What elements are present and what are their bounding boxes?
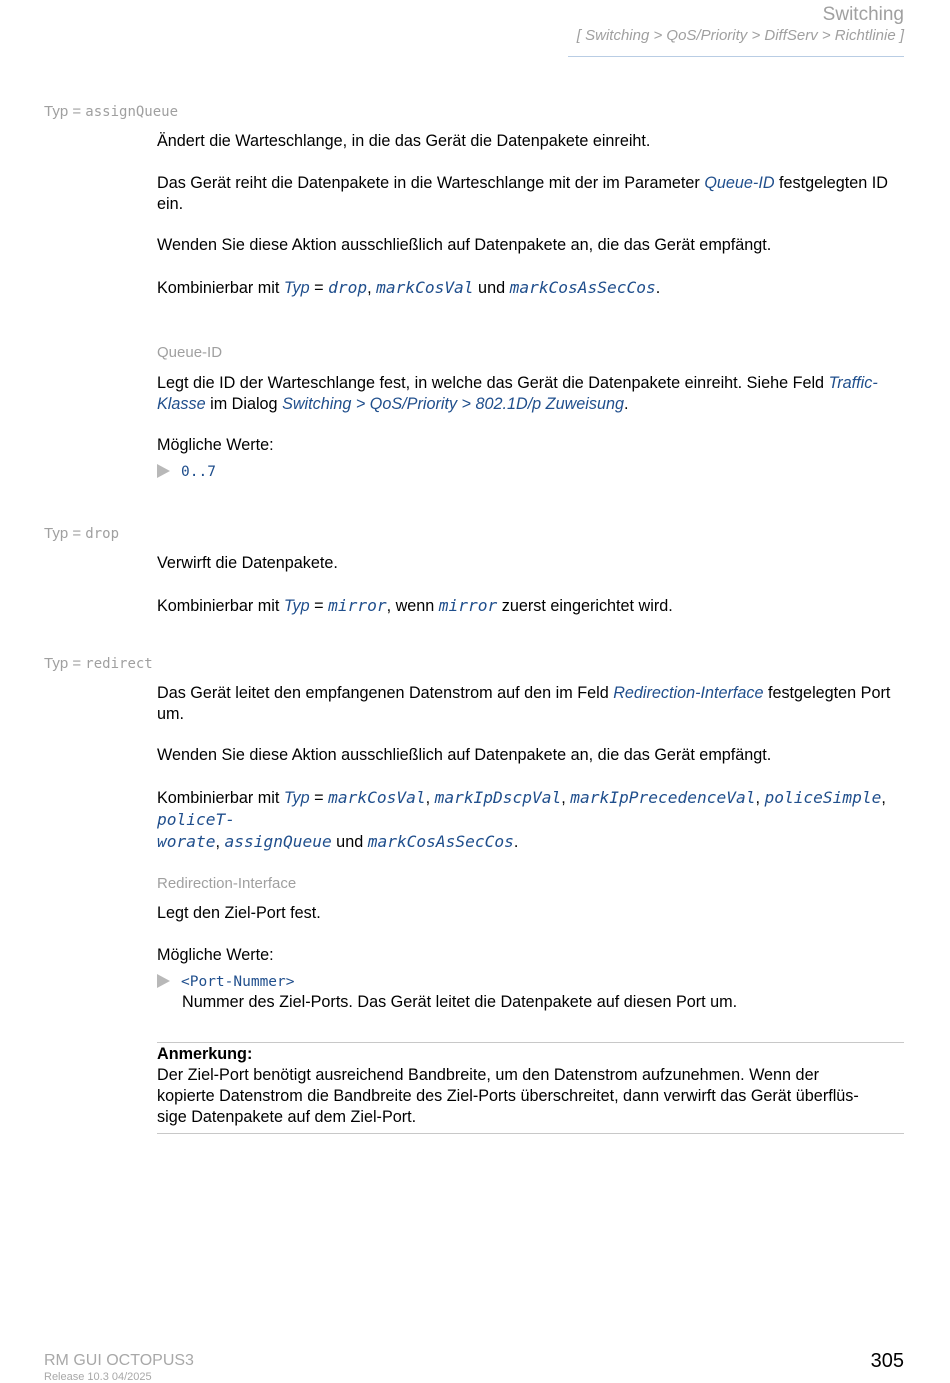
heading-value: assignQueue xyxy=(85,104,179,120)
value-link-mirror[interactable]: mirror xyxy=(328,596,387,615)
value-link-markcosval[interactable]: markCosVal xyxy=(328,788,426,807)
values-label: Mögliche Werte: xyxy=(157,436,274,454)
text: . xyxy=(513,833,519,851)
value-link-drop[interactable]: drop xyxy=(328,278,368,297)
text: , xyxy=(215,833,225,851)
footer-release: Release 10.3 04/2025 xyxy=(44,1371,152,1383)
value-link-markipprecedenceval[interactable]: markIpPrecedenceVal xyxy=(570,788,756,807)
text: Das Gerät reiht die Datenpakete in die Warteschlange mit der im Parameter xyxy=(157,174,705,192)
text: . xyxy=(655,279,661,297)
value-link-policetworate[interactable]: worate xyxy=(157,832,216,851)
note-line: Der Ziel-Port benötigt ausreichend Bandbreite, um den Datenstrom aufzunehmen. Wenn der xyxy=(157,1066,819,1084)
queue-id-link[interactable]: Queue-ID xyxy=(704,174,775,192)
heading-label: Typ xyxy=(44,525,69,542)
heading-eq: = xyxy=(68,655,86,672)
value-port-number: <Port-Nummer> xyxy=(181,974,295,990)
typ-link[interactable]: Typ xyxy=(283,279,310,297)
text: im Dialog xyxy=(205,395,283,413)
note-title: Anmerkung: xyxy=(157,1045,253,1063)
header-divider xyxy=(568,56,904,57)
value-list-item xyxy=(157,971,295,993)
text: = xyxy=(309,279,329,297)
value-link-markcosassec[interactable]: markCosAsSecCos xyxy=(509,278,656,297)
combinable-line xyxy=(157,277,907,299)
text: festgelegten ID ein. xyxy=(157,174,888,213)
subheading-queue-id: Queue-ID xyxy=(157,344,223,361)
value-list-item xyxy=(157,461,216,483)
heading-value: redirect xyxy=(85,656,153,672)
value-description: Nummer des Ziel-Ports. Das Gerät leitet die Datenpakete auf diesen Port um. xyxy=(182,993,738,1011)
note-bottom-rule xyxy=(157,1133,904,1134)
text: Das Gerät leitet den empfangenen Datenstrom auf den im Feld xyxy=(157,684,614,702)
text: , xyxy=(561,789,571,807)
values-label: Mögliche Werte: xyxy=(157,946,274,964)
section-heading-drop xyxy=(44,525,119,542)
value-link-assignqueue[interactable]: assignQueue xyxy=(224,832,332,851)
section-heading-assignqueue xyxy=(44,103,178,120)
section-heading-redirect xyxy=(44,655,153,672)
text: festgelegten Port um. xyxy=(157,684,891,723)
text: und xyxy=(473,279,510,297)
paragraph xyxy=(157,373,907,415)
value-link-mirror[interactable]: mirror xyxy=(438,596,498,615)
combinable-line xyxy=(157,787,907,853)
text: . xyxy=(623,395,629,413)
paragraph: Wenden Sie diese Aktion ausschließlich auf Datenpakete an, die das Gerät empfängt. xyxy=(157,746,772,764)
text: = xyxy=(309,597,329,615)
text: Legt die ID der Warteschlange fest, in welche das Gerät die Datenpakete einreiht. Siehe Feld xyxy=(157,374,829,392)
heading-label: Typ xyxy=(44,655,69,672)
heading-eq: = xyxy=(68,525,86,542)
triangle-bullet-icon xyxy=(157,464,170,478)
typ-link[interactable]: Typ xyxy=(283,789,310,807)
paragraph: Verwirft die Datenpakete. xyxy=(157,554,338,572)
paragraph: Ändert die Warteschlange, in die das Gerät die Datenpakete einreiht. xyxy=(157,132,651,150)
triangle-bullet-icon xyxy=(157,974,170,988)
text: , xyxy=(367,279,377,297)
page-header-title: Switching xyxy=(822,4,904,25)
breadcrumb: [ Switching > QoS/Priority > DiffServ > Richtlinie ] xyxy=(576,27,904,44)
value-range: 0..7 xyxy=(181,464,216,480)
traffic-klasse-link[interactable]: Traffic-Klasse xyxy=(157,374,878,413)
text: Kombinierbar mit xyxy=(157,279,284,297)
combinable-line xyxy=(157,595,907,617)
text: , wenn xyxy=(386,597,439,615)
redirection-interface-link[interactable]: Redirection-Interface xyxy=(613,684,764,702)
text: zuerst eingerichtet wird. xyxy=(497,597,673,615)
value-link-markcosassec[interactable]: markCosAsSecCos xyxy=(367,832,514,851)
text: , xyxy=(881,789,886,807)
text: , xyxy=(755,789,765,807)
dialog-path-link[interactable]: Switching > QoS/Priority > 802.1D/p Zuweisung xyxy=(282,395,624,413)
value-link-policesimple[interactable]: policeSimple xyxy=(764,788,882,807)
note-top-rule xyxy=(157,1042,904,1043)
value-link-markipdscpval[interactable]: markIpDscpVal xyxy=(434,788,562,807)
text: Kombinierbar mit xyxy=(157,789,284,807)
text: und xyxy=(331,833,368,851)
typ-link[interactable]: Typ xyxy=(283,597,310,615)
text: = xyxy=(309,789,329,807)
value-link-policetworate[interactable]: policeT- xyxy=(157,810,235,829)
heading-value: drop xyxy=(85,526,120,542)
text: , xyxy=(425,789,435,807)
paragraph: Legt den Ziel-Port fest. xyxy=(157,904,321,922)
footer-product: RM GUI OCTOPUS3 xyxy=(44,1352,194,1369)
note-line: sige Datenpakete auf dem Ziel-Port. xyxy=(157,1108,417,1126)
value-link-markcosval[interactable]: markCosVal xyxy=(376,278,474,297)
heading-label: Typ xyxy=(44,103,69,120)
paragraph xyxy=(157,173,907,215)
note-text xyxy=(157,1065,907,1128)
paragraph xyxy=(157,683,907,725)
page-number: 305 xyxy=(870,1350,904,1372)
text: Kombinierbar mit xyxy=(157,597,284,615)
subheading-redirection-interface: Redirection-Interface xyxy=(157,875,297,892)
note-line: kopierte Datenstrom die Bandbreite des Ziel-Ports überschreitet, dann verwirft das Gerät überflüs- xyxy=(157,1087,859,1105)
heading-eq: = xyxy=(68,103,86,120)
paragraph: Wenden Sie diese Aktion ausschließlich auf Datenpakete an, die das Gerät empfängt. xyxy=(157,236,772,254)
